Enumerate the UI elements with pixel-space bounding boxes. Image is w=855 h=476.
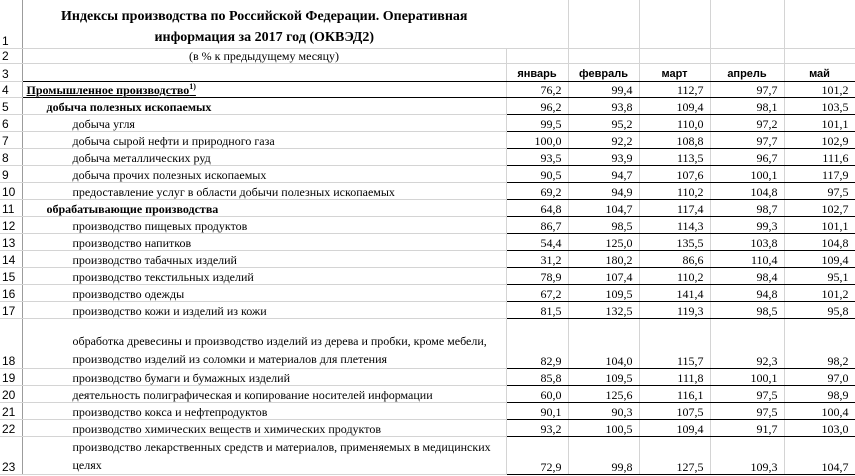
row-label-text: деятельность полиграфическая и копирование носителей информации [72,387,433,402]
row-label-text: производство напитков [72,235,192,250]
row-label[interactable] [22,182,506,199]
table-row [0,81,855,97]
row-label[interactable] [22,267,506,284]
row-number[interactable]: 23 [0,436,22,474]
value-cell[interactable]: 31,2 [506,250,568,267]
value-cell[interactable]: 100,4 [784,402,855,419]
value-cell[interactable]: 107,6 [639,165,710,182]
value-cell[interactable]: 125,6 [568,385,639,402]
table-row [0,216,855,233]
row-number[interactable]: 17 [0,301,22,318]
month-header[interactable]: апрель [710,63,784,81]
row-number[interactable]: 11 [0,199,22,216]
value-cell[interactable]: 101,1 [784,114,855,131]
row-label[interactable] [22,148,506,165]
month-header[interactable]: май [784,63,855,81]
value-cell[interactable]: 97,0 [784,368,855,385]
row-label[interactable] [22,385,506,402]
month-header[interactable]: март [639,63,710,81]
cell[interactable] [568,0,639,48]
sheet-subtitle[interactable]: (в % к предыдущему месяцу) [22,48,506,63]
value-cell[interactable]: 107,5 [639,402,710,419]
value-cell[interactable]: 93,2 [506,419,568,436]
value-cell[interactable]: 98,5 [568,216,639,233]
cell[interactable] [784,48,855,63]
value-cell[interactable]: 72,9 [506,436,568,474]
row-label-text: Промышленное производство [26,82,190,97]
data-body [0,81,855,474]
row-label[interactable] [22,318,506,368]
row-label-text: производство кокса и нефтепродуктов [72,404,268,419]
row-label-text: производство текстильных изделий [72,269,254,284]
value-cell[interactable]: 93,8 [568,97,639,114]
value-cell[interactable]: 98,2 [784,318,855,368]
value-cell[interactable]: 100,1 [710,368,784,385]
value-cell[interactable]: 104,7 [784,436,855,474]
table-row [0,385,855,402]
row-label-text: предоставление услуг в области добычи полезных ископаемых [72,184,395,199]
row-number[interactable]: 10 [0,182,22,199]
row-label-text: производство табачных изделий [72,252,237,267]
row-label-text: добыча сырой нефти и природного газа [72,133,275,148]
value-cell[interactable]: 104,8 [784,233,855,250]
header-empty-cell[interactable] [22,63,506,81]
value-cell[interactable]: 110,2 [639,267,710,284]
table-row [0,199,855,216]
value-cell[interactable]: 92,2 [568,131,639,148]
row-label[interactable] [22,436,506,474]
value-cell[interactable]: 99,4 [568,81,639,97]
row-label-text: производство кожи и изделий из кожи [72,303,267,318]
row-label[interactable] [22,301,506,318]
value-cell[interactable]: 98,5 [710,301,784,318]
value-cell[interactable]: 109,5 [568,284,639,301]
table-row [0,233,855,250]
row-label-text: производство пищевых продуктов [72,218,248,233]
row-label[interactable] [22,284,506,301]
subtitle-row [0,48,855,63]
value-cell[interactable]: 116,1 [639,385,710,402]
row-number[interactable]: 12 [0,216,22,233]
row-number[interactable]: 9 [0,165,22,182]
value-cell[interactable]: 90,5 [506,165,568,182]
row-number[interactable]: 13 [0,233,22,250]
value-cell[interactable]: 92,3 [710,318,784,368]
row-number[interactable]: 6 [0,114,22,131]
month-header[interactable]: январь [506,63,568,81]
value-cell[interactable]: 98,9 [784,385,855,402]
value-cell[interactable]: 101,2 [784,81,855,97]
value-cell[interactable]: 103,5 [784,97,855,114]
value-cell[interactable]: 108,8 [639,131,710,148]
value-cell[interactable]: 100,1 [710,165,784,182]
row-label-text: производство бумаги и бумажных изделий [72,370,290,385]
row-label-text: добыча полезных ископаемых [46,99,212,114]
row-label[interactable] [22,233,506,250]
value-cell[interactable]: 111,6 [784,148,855,165]
value-cell[interactable]: 114,3 [639,216,710,233]
row-number[interactable]: 14 [0,250,22,267]
value-cell[interactable]: 119,3 [639,301,710,318]
value-cell[interactable]: 97,2 [710,114,784,131]
value-cell[interactable]: 113,5 [639,148,710,165]
row-label[interactable] [22,216,506,233]
value-cell[interactable]: 101,1 [784,216,855,233]
value-cell[interactable]: 76,2 [506,81,568,97]
value-cell[interactable]: 103,8 [710,233,784,250]
value-cell[interactable]: 110,4 [710,250,784,267]
value-cell[interactable]: 180,2 [568,250,639,267]
value-cell[interactable]: 54,4 [506,233,568,250]
row-number[interactable]: 3 [0,63,22,81]
table-row [0,301,855,318]
value-cell[interactable]: 115,7 [639,318,710,368]
row-number[interactable]: 15 [0,267,22,284]
value-cell[interactable]: 60,0 [506,385,568,402]
value-cell[interactable]: 94,7 [568,165,639,182]
value-cell[interactable]: 98,7 [710,199,784,216]
table-row [0,419,855,436]
value-cell[interactable]: 127,5 [639,436,710,474]
value-cell[interactable]: 100,5 [568,419,639,436]
table-row [0,284,855,301]
table-row [0,250,855,267]
row-label[interactable] [22,419,506,436]
value-cell[interactable]: 109,5 [568,368,639,385]
value-cell[interactable]: 104,8 [710,182,784,199]
value-cell[interactable]: 99,8 [568,436,639,474]
row-label-text: производство химических веществ и химических продуктов [72,421,381,436]
table-row [0,318,855,368]
value-cell[interactable]: 117,9 [784,165,855,182]
cell[interactable] [506,48,568,63]
row-label[interactable] [22,165,506,182]
value-cell[interactable]: 110,0 [639,114,710,131]
value-cell[interactable]: 81,5 [506,301,568,318]
header-row [0,63,855,81]
value-cell[interactable]: 112,7 [639,81,710,97]
table-row [0,436,855,474]
cell[interactable] [710,0,784,48]
cell[interactable] [639,0,710,48]
value-cell[interactable]: 95,2 [568,114,639,131]
value-cell[interactable]: 110,2 [639,182,710,199]
value-cell[interactable]: 97,5 [710,385,784,402]
title-line-2: информация за 2017 год (ОКВЭД2) [154,29,374,45]
table-row [0,368,855,385]
row-label[interactable] [22,97,506,114]
cell[interactable] [784,0,855,48]
row-label[interactable] [22,81,506,97]
row-number[interactable]: 5 [0,97,22,114]
row-number[interactable]: 8 [0,148,22,165]
table-row [0,97,855,114]
value-cell[interactable]: 97,5 [710,402,784,419]
row-label-text: обрабатывающие производства [46,201,219,216]
row-label[interactable] [22,131,506,148]
row-number[interactable]: 16 [0,284,22,301]
value-cell[interactable]: 111,8 [639,368,710,385]
value-cell[interactable]: 78,9 [506,267,568,284]
value-cell[interactable]: 90,1 [506,402,568,419]
row-number[interactable]: 21 [0,402,22,419]
table-row [0,165,855,182]
value-cell[interactable]: 95,1 [784,267,855,284]
value-cell[interactable]: 102,7 [784,199,855,216]
sheet-title[interactable] [22,0,506,48]
value-cell[interactable]: 86,7 [506,216,568,233]
row-number[interactable]: 19 [0,368,22,385]
row-number[interactable]: 7 [0,131,22,148]
value-cell[interactable]: 85,8 [506,368,568,385]
value-cell[interactable]: 98,1 [710,97,784,114]
value-cell[interactable]: 100,0 [506,131,568,148]
value-cell[interactable]: 109,3 [710,436,784,474]
value-cell[interactable]: 101,2 [784,284,855,301]
value-cell[interactable]: 135,5 [639,233,710,250]
footnote-marker: 1) [189,81,196,91]
value-cell[interactable]: 94,8 [710,284,784,301]
value-cell[interactable]: 86,6 [639,250,710,267]
value-cell[interactable]: 132,5 [568,301,639,318]
row-label[interactable] [22,250,506,267]
cell[interactable] [710,48,784,63]
value-cell[interactable]: 90,3 [568,402,639,419]
value-cell[interactable]: 102,9 [784,131,855,148]
value-cell[interactable]: 95,8 [784,301,855,318]
cell[interactable] [568,48,639,63]
table-row [0,402,855,419]
cell[interactable] [639,48,710,63]
value-cell[interactable]: 97,5 [784,182,855,199]
row-number[interactable]: 22 [0,419,22,436]
value-cell[interactable]: 64,8 [506,199,568,216]
row-label-text: добыча прочих полезных ископаемых [72,167,267,182]
table-row [0,114,855,131]
row-label[interactable] [22,114,506,131]
value-cell[interactable]: 109,4 [639,419,710,436]
value-cell[interactable]: 93,5 [506,148,568,165]
value-cell[interactable]: 109,4 [784,250,855,267]
value-cell[interactable]: 93,9 [568,148,639,165]
row-number[interactable]: 2 [0,48,22,63]
value-cell[interactable]: 99,3 [710,216,784,233]
value-cell[interactable]: 107,4 [568,267,639,284]
value-cell[interactable]: 67,2 [506,284,568,301]
value-cell[interactable]: 97,7 [710,81,784,97]
value-cell[interactable]: 104,7 [568,199,639,216]
row-label[interactable] [22,199,506,216]
table-row [0,182,855,199]
row-label-text: производство лекарственных средств и материалов, применяемых в медицинских целях [72,439,491,472]
value-cell[interactable]: 103,0 [784,419,855,436]
row-label[interactable] [22,368,506,385]
value-cell[interactable]: 98,4 [710,267,784,284]
value-cell[interactable]: 117,4 [639,199,710,216]
table-row [0,148,855,165]
row-number[interactable]: 4 [0,81,22,97]
value-cell[interactable]: 96,7 [710,148,784,165]
value-cell[interactable]: 125,0 [568,233,639,250]
row-number[interactable]: 20 [0,385,22,402]
value-cell[interactable]: 82,9 [506,318,568,368]
value-cell[interactable]: 99,5 [506,114,568,131]
value-cell[interactable]: 91,7 [710,419,784,436]
title-row [0,0,855,48]
value-cell[interactable]: 109,4 [639,97,710,114]
row-label-text: добыча угля [72,116,135,131]
row-label[interactable] [22,402,506,419]
value-cell[interactable]: 97,7 [710,131,784,148]
value-cell[interactable]: 94,9 [568,182,639,199]
cell[interactable] [506,0,568,48]
month-header[interactable]: февраль [568,63,639,81]
table-row [0,267,855,284]
table-row [0,131,855,148]
row-label-text: обработка древесины и производство изделий из дерева и пробки, кроме мебели, производство изделий из соломки и материалов для плетения [72,333,487,366]
value-cell[interactable]: 69,2 [506,182,568,199]
row-label-text: добыча металлических руд [72,150,211,165]
value-cell[interactable]: 104,0 [568,318,639,368]
row-number[interactable]: 18 [0,318,22,368]
row-label-text: производство одежды [72,286,185,301]
value-cell[interactable]: 141,4 [639,284,710,301]
value-cell[interactable]: 96,2 [506,97,568,114]
row-number[interactable]: 1 [0,0,22,48]
title-line-1: Индексы производства по Российской Федерации. Оперативная [60,8,468,24]
